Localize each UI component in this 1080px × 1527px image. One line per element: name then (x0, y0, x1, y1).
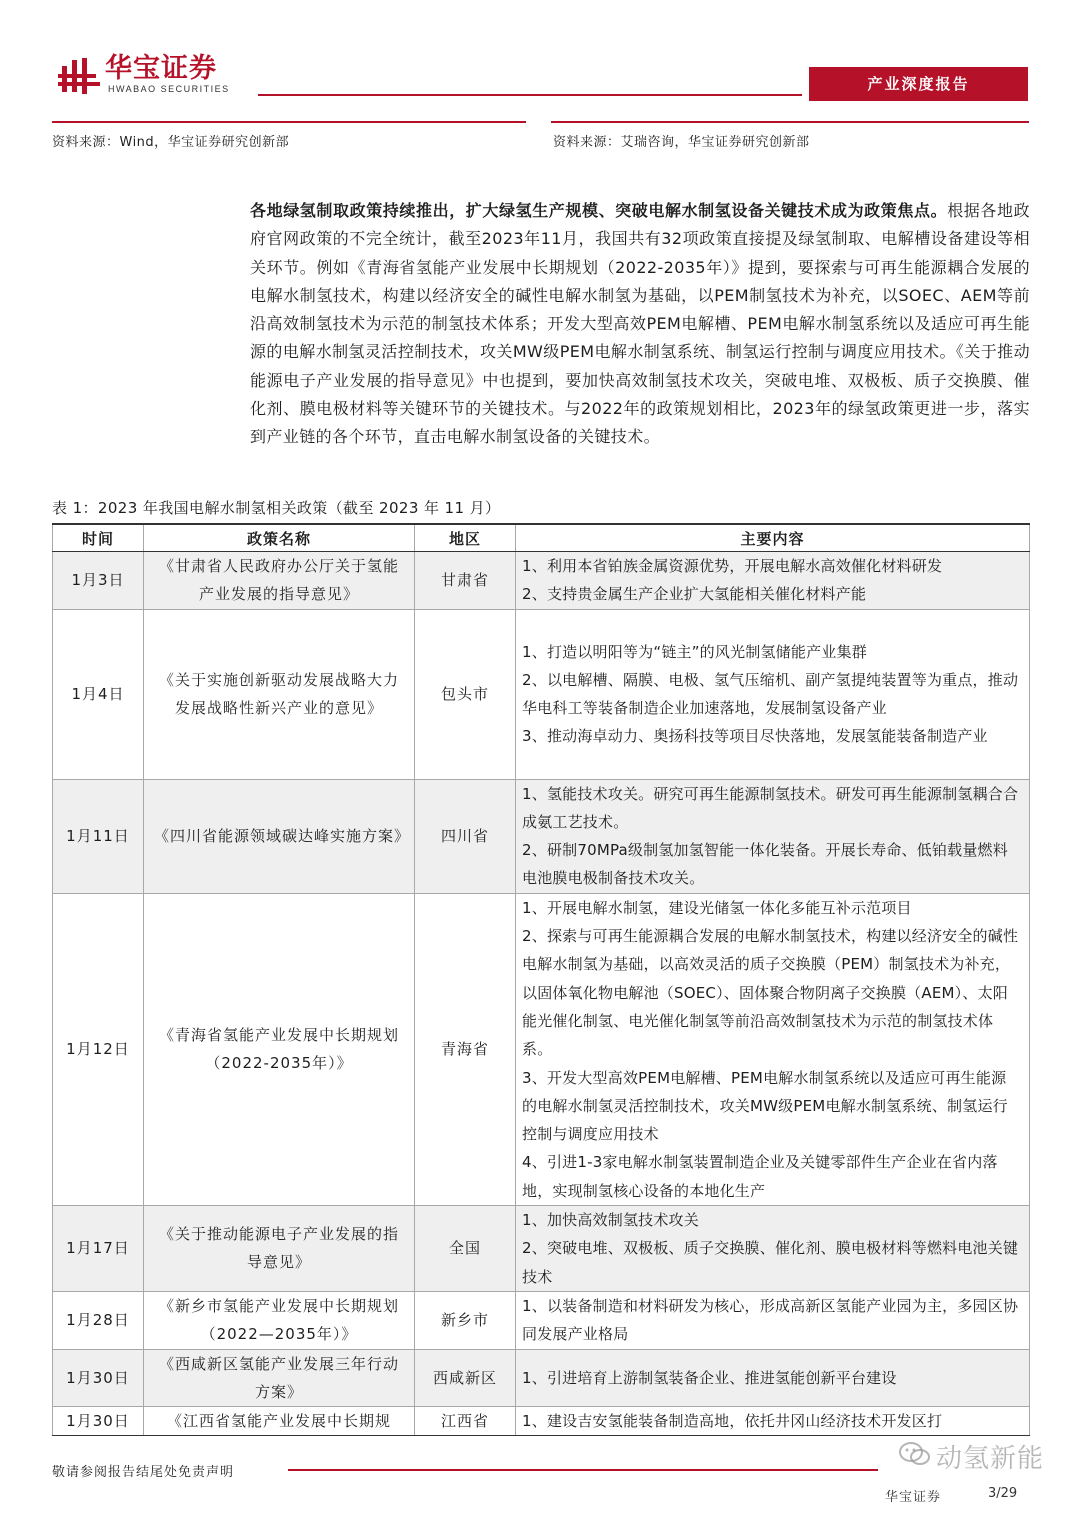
cell-region: 西咸新区 (415, 1349, 516, 1407)
cell-content (516, 1407, 1030, 1436)
cell-date: 1月30日 (53, 1407, 144, 1436)
cell-content (516, 893, 1030, 1205)
table-row (53, 1291, 1030, 1349)
cell-content (516, 1291, 1030, 1349)
cell-policy: 《江西省氢能产业发展中长期规 (144, 1407, 415, 1436)
header-region: 地区 (415, 524, 516, 552)
table-row (53, 893, 1030, 1205)
content-item: 1、开展电解水制氢，建设光储氢一体化多能互补示范项目 (522, 898, 912, 917)
cell-date: 1月11日 (53, 779, 144, 893)
cell-policy: 《新乡市氢能产业发展中长期规划（2022—2035年）》 (144, 1291, 415, 1349)
cell-content (516, 1349, 1030, 1407)
cell-date: 1月30日 (53, 1349, 144, 1407)
cell-content (516, 1206, 1030, 1292)
content-item: 1、建设吉安氢能装备制造高地，依托井冈山经济技术开发区打 (522, 1412, 943, 1431)
cell-date: 1月3日 (53, 552, 144, 610)
table-row (53, 609, 1030, 779)
cell-region: 江西省 (415, 1407, 516, 1436)
content-item: 3、开发大型高效PEM电解槽、PEM电解水制氢系统以及适应可再生能源的电解水制氢灵活控制技术，攻关MW级PEM电解水制氢系统、制氢运行控制与调度应用技术 (522, 1068, 1008, 1144)
logo-text-en: HWABAO SECURITIES (108, 84, 230, 94)
body-paragraph (250, 197, 1030, 452)
policy-table (52, 523, 1030, 1436)
content-item: 2、支持贵金属生产企业扩大氢能相关催化材料产能 (522, 585, 867, 604)
page-number: 3/29 (988, 1486, 1018, 1501)
cell-content (516, 609, 1030, 779)
content-item: 1、引进培育上游制氢装备企业、推进氢能创新平台建设 (522, 1368, 897, 1387)
cell-region: 四川省 (415, 779, 516, 893)
paragraph-body: 根据各地政府官网政策的不完全统计，截至2023年11月，我国共有32项政策直接提及绿氢制取、电解槽设备建设等相关环节。例如《青海省氢能产业发展中长期规划（2022-2035年）》提到，要探索与可再生能源耦合发展的电解水制氢技术，构建以经济安全的碱性电解水制氢为基础，以PEM制氢技术为补充，以SOEC、AEM等前沿高效制氢技术为示范的制氢技术体系；开发大型高效PEM电解槽、PEM电解水制氢系统以及适应可再生能源的电解水制氢灵活控制技术，攻关MW级PEM电解水制氢系统、制氢运行控制与调度应用技术。《关于推动能源电子产业发展的指导意见》中也提到，要加快高效制氢技术攻关，突破电堆、双极板、质子交换膜、催化剂、膜电极材料等关键环节的关键技术。与2022年的政策规划相比，2023年的绿氢政策更进一步，落实到产业链的各个环节，直击电解水制氢设备的关键技术。 (250, 201, 1030, 447)
cell-content (516, 779, 1030, 893)
wechat-watermark-icon (898, 1440, 932, 1468)
content-item: 1、加快高效制氢技术攻关 (522, 1211, 699, 1230)
source-note-right: 资料来源：艾瑞咨询，华宝证券研究创新部 (553, 135, 810, 150)
cell-policy: 《关于实施创新驱动发展战略大力发展战略性新兴产业的意见》 (144, 609, 415, 779)
logo-text-cn: 华宝证券 (105, 53, 217, 84)
table-caption: 表 1：2023 年我国电解水制氢相关政策（截至 2023 年 11 月） (52, 499, 501, 517)
table-row (53, 1349, 1030, 1407)
content-item: 1、以装备制造和材料研发为核心，形成高新区氢能产业园为主，多园区协同发展产业格局 (522, 1296, 1019, 1344)
table-row (53, 779, 1030, 893)
content-item: 2、研制70MPa级制氢加氢智能一体化装备。开展长寿命、低铂载量燃料电池膜电极制备技术攻关。 (522, 841, 1008, 888)
cell-date: 1月28日 (53, 1291, 144, 1349)
content-item: 2、突破电堆、双极板、质子交换膜、催化剂、膜电极材料等燃料电池关键技术 (522, 1239, 1019, 1286)
content-item: 3、推动海卓动力、奥扬科技等项目尽快落地，发展氢能装备制造产业 (522, 727, 988, 746)
source-divider-left (52, 121, 526, 123)
cell-content (516, 552, 1030, 610)
source-note-left: 资料来源：Wind，华宝证券研究创新部 (52, 135, 290, 150)
cell-policy: 《关于推动能源电子产业发展的指导意见》 (144, 1206, 415, 1292)
cell-date: 1月12日 (53, 893, 144, 1205)
cell-region: 新乡市 (415, 1291, 516, 1349)
cell-date: 1月4日 (53, 609, 144, 779)
table-row (53, 1407, 1030, 1436)
table-header-row (53, 524, 1030, 552)
content-item: 2、探索与可再生能源耦合发展的电解水制氢技术，构建以经济安全的碱性电解水制氢为基础，以高效灵活的质子交换膜（PEM）制氢技术为补充，以固体氧化物电解池（SOEC）、固体聚合物阴离子交换膜（AEM）、太阳能光催化制氢、电光催化制氢等前沿高效制氢技术为示范的制氢技术体系。 (522, 927, 1019, 1059)
header-content: 主要内容 (516, 524, 1030, 552)
header-policy: 政策名称 (144, 524, 415, 552)
cell-region: 包头市 (415, 609, 516, 779)
report-type-badge: 产业深度报告 (809, 67, 1028, 101)
watermark-text: 动氢新能 (936, 1444, 1045, 1474)
cell-region: 全国 (415, 1206, 516, 1292)
content-item: 1、打造以明阳等为“链主”的风光制氢储能产业集群 (522, 642, 867, 661)
cell-policy: 《青海省氢能产业发展中长期规划（2022-2035年）》 (144, 893, 415, 1205)
cell-policy: 《甘肃省人民政府办公厅关于氢能产业发展的指导意见》 (144, 552, 415, 610)
cell-policy: 《西咸新区氢能产业发展三年行动方案》 (144, 1349, 415, 1407)
cell-policy: 《四川省能源领域碳达峰实施方案》 (144, 779, 415, 893)
cell-date: 1月17日 (53, 1206, 144, 1292)
footer-divider (288, 1469, 878, 1471)
content-item: 1、氢能技术攻关。研究可再生能源制氢技术。研发可再生能源制氢耦合合成氨工艺技术。 (522, 784, 1019, 831)
cell-region: 青海省 (415, 893, 516, 1205)
content-item: 2、以电解槽、隔膜、电极、氢气压缩机、副产氢提纯装置等为重点，推动华电科工等装备制造企业加速落地，发展制氢设备产业 (522, 670, 1019, 718)
disclaimer-note: 敬请参阅报告结尾处免责声明 (52, 1465, 235, 1480)
paragraph-lead: 各地绿氢制取政策持续推出，扩大绿氢生产规模、突破电解水制氢设备关键技术成为政策焦点。 (250, 201, 948, 220)
header-date: 时间 (53, 524, 144, 552)
source-divider-right (551, 121, 1029, 123)
cell-region: 甘肃省 (415, 552, 516, 610)
content-item: 4、引进1-3家电解水制氢装置制造企业及关键零部件生产企业在省内落地，实现制氢核心设备的本地化生产 (522, 1153, 998, 1200)
table-row (53, 1206, 1030, 1292)
logo-icon (58, 56, 100, 96)
footer-brand: 华宝证券 (885, 1490, 942, 1505)
content-item: 1、利用本省铂族金属资源优势，开展电解水高效催化材料研发 (522, 557, 943, 575)
table-row (53, 552, 1030, 610)
header-divider (258, 94, 802, 96)
